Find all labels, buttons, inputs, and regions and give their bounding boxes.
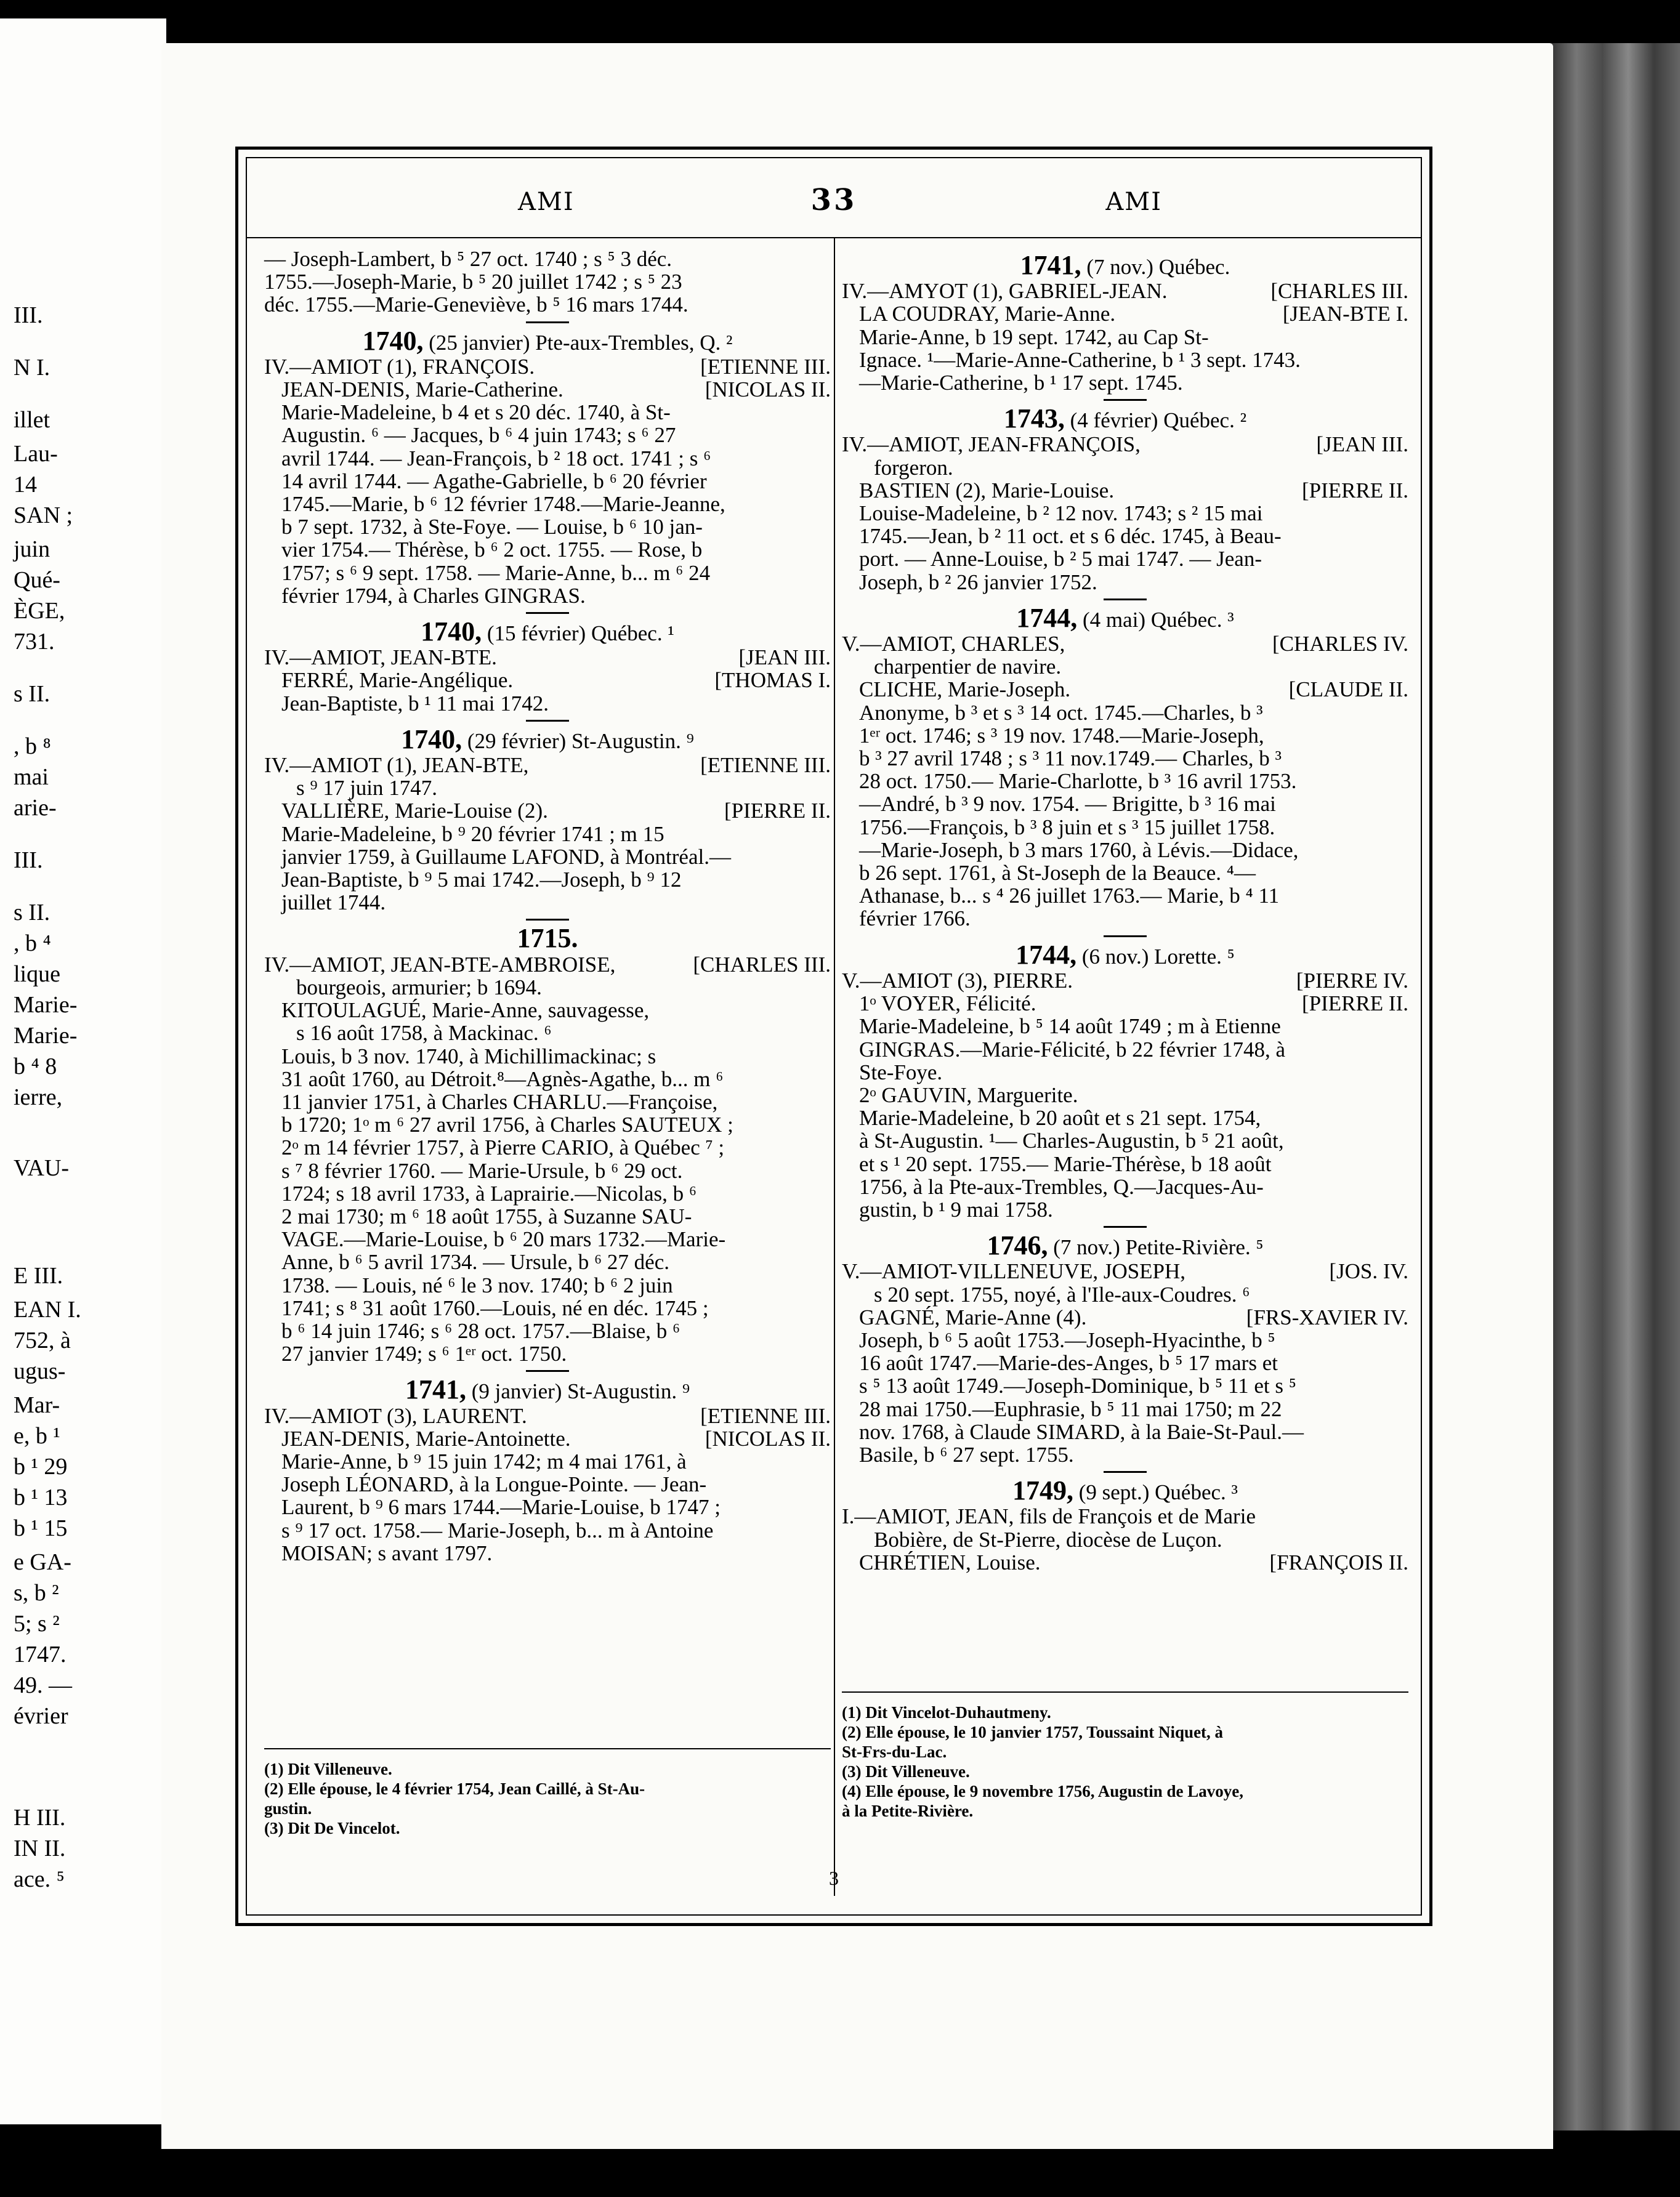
wife-name: JEAN-DENIS, Marie-Antoinette.	[281, 1426, 571, 1451]
text-line: 16 août 1747.—Marie-des-Anges, b ⁵ 17 mars et	[859, 1351, 1278, 1376]
entry-place: (25 janvier) Pte-aux-Trembles, Q. ²	[429, 330, 733, 355]
husband-name: V.—AMIOT (3), PIERRE.	[842, 968, 1073, 993]
entry-year: 1744,	[1016, 602, 1078, 633]
wife-detail: s 16 août 1758, à Mackinac. ⁶	[296, 1021, 552, 1046]
husband-line: I.—AMIOT, JEAN, fils de François et de Marie	[842, 1504, 1256, 1529]
wife-line	[264, 1427, 831, 1450]
entry-separator	[1104, 935, 1147, 937]
running-header	[247, 183, 1421, 220]
husband-name: IV.—AMIOT (1), JEAN-BTE,	[264, 753, 529, 778]
facing-page-text-fragment: ugus-	[14, 1358, 66, 1384]
text-line: 27 janvier 1749; s ⁶ 1ᵉʳ oct. 1750.	[281, 1342, 567, 1366]
facing-page-text-fragment: b ⁴ 8	[14, 1054, 57, 1079]
wife-name: CLICHE, Marie-Joseph.	[859, 677, 1071, 702]
facing-page-text-fragment: e, b ¹	[14, 1423, 60, 1449]
facing-page-fragment	[0, 18, 166, 2124]
husband-detail: forgeron.	[874, 455, 953, 480]
text-line: Augustin. ⁶ — Jacques, b ⁶ 4 juin 1743; s ⁶ 27	[281, 423, 676, 448]
text-line: Anonyme, b ³ et s ³ 14 oct. 1745.—Charles, b ³	[859, 700, 1263, 725]
entry-year: 1740,	[362, 325, 424, 356]
text-line: s ⁹ 17 oct. 1758.— Marie-Joseph, b... m à Antoine	[281, 1518, 714, 1542]
husband-father: [JEAN III.	[1316, 432, 1408, 457]
husband-father: [JEAN III.	[738, 645, 831, 670]
text-line: Ste-Foye.	[859, 1060, 943, 1084]
text-line: 1ᵉʳ oct. 1746; s ³ 19 nov. 1748.—Marie-Joseph,	[859, 723, 1264, 748]
text-line: 1756, à la Pte-aux-Trembles, Q.—Jacques-Au-	[859, 1174, 1264, 1199]
husband-detail: charpentier de navire.	[874, 655, 1062, 679]
text-line: b ⁶ 14 juin 1746; s ⁶ 28 oct. 1757.—Blaise, b ⁶	[281, 1318, 680, 1343]
facing-page-text-fragment: 49. —	[14, 1672, 72, 1698]
husband-line	[842, 280, 1408, 302]
wife-name: BASTIEN (2), Marie-Louise.	[859, 478, 1115, 502]
entry-separator	[1104, 1471, 1147, 1473]
wife-father: [CLAUDE II.	[1288, 677, 1408, 702]
facing-page-text-fragment: s, b ²	[14, 1580, 59, 1606]
wife-line	[264, 799, 831, 822]
entry-place: (9 sept.) Québec. ³	[1078, 1480, 1238, 1505]
text-line: 1756.—François, b ³ 8 juin et s ³ 15 juillet 1758.	[859, 815, 1275, 839]
facing-page-text-fragment: b ¹ 13	[14, 1485, 68, 1510]
wife-line	[842, 302, 1408, 325]
text-line: 2 mai 1730; m ⁶ 18 août 1755, à Suzanne SAU-	[281, 1204, 692, 1228]
entry-place: (6 nov.) Lorette. ⁵	[1081, 944, 1235, 969]
entry-place: (9 janvier) St-Augustin. ⁹	[471, 1379, 690, 1404]
facing-page-text-fragment: 752, à	[14, 1328, 71, 1353]
facing-page-text-fragment: lique	[14, 961, 60, 987]
facing-page-text-fragment: Mar-	[14, 1392, 60, 1418]
wife-name: LA COUDRAY, Marie-Anne.	[859, 302, 1116, 326]
husband-father: [CHARLES IV.	[1272, 632, 1408, 656]
entry-separator	[526, 321, 569, 323]
husband-father: [ETIENNE III.	[700, 354, 831, 379]
text-line: port. — Anne-Louise, b ² 5 mai 1747. — Jean-	[859, 547, 1262, 571]
husband-line	[842, 969, 1408, 992]
wife-line	[842, 678, 1408, 701]
footnote: (4) Elle épouse, le 9 novembre 1756, Augustin de Lavoye,	[842, 1782, 1244, 1800]
footnote-rule	[842, 1691, 1408, 1693]
entry-place: (7 nov.) Petite-Rivière. ⁵	[1053, 1235, 1264, 1260]
children-text	[842, 326, 1408, 395]
text-line: Jean-Baptiste, b ¹ 11 mai 1742.	[281, 691, 549, 716]
marriage-entry	[264, 325, 831, 608]
text-line: Louis, b 3 nov. 1740, à Michillimackinac; s	[281, 1044, 656, 1068]
husband-father: [PIERRE IV.	[1296, 968, 1408, 993]
facing-page-text-fragment: IN II.	[14, 1836, 66, 1861]
husband-father: [ETIENNE III.	[700, 753, 831, 778]
children-text	[842, 1015, 1408, 1084]
wife-father: [NICOLAS II.	[705, 377, 831, 402]
husband-name: V.—AMIOT-VILLENEUVE, JOSEPH,	[842, 1259, 1186, 1284]
page-frame	[235, 147, 1432, 1926]
wife-name: GAGNÉ, Marie-Anne (4).	[859, 1305, 1087, 1329]
header-left-word: AMI	[518, 188, 575, 216]
entry-year: 1741,	[1020, 250, 1081, 280]
wife-name: JEAN-DENIS, Marie-Catherine.	[281, 377, 563, 402]
husband-detail: s ⁹ 17 juin 1747.	[296, 776, 438, 800]
footnote: à la Petite-Rivière.	[842, 1802, 974, 1820]
text-line: s ⁷ 8 février 1760. — Marie-Ursule, b ⁶ 29 oct.	[281, 1158, 683, 1183]
text-line: 1738. — Louis, né ⁶ le 3 nov. 1740; b ⁶ 2 juin	[281, 1273, 673, 1297]
wife-line	[842, 1306, 1408, 1329]
entry-separator	[526, 1370, 569, 1372]
husband-detail: bourgeois, armurier; b 1694.	[296, 975, 542, 999]
facing-page-text-fragment: b ¹ 15	[14, 1515, 68, 1541]
facing-page-text-fragment: juin	[14, 536, 50, 562]
husband-name: IV.—AMYOT (1), GABRIEL-JEAN.	[842, 279, 1168, 304]
entry-place: (7 nov.) Québec.	[1086, 255, 1230, 279]
text-line: —Marie-Catherine, b ¹ 17 sept. 1745.	[859, 371, 1183, 395]
entry-separator	[526, 919, 569, 921]
marriage-entry	[264, 724, 831, 915]
entry-separator	[526, 720, 569, 722]
text-line: b ³ 27 avril 1748 ; s ³ 11 nov.1749.— Charles, b ³	[859, 746, 1282, 771]
left-column	[264, 248, 831, 1565]
facing-page-text-fragment: Marie-	[14, 1023, 78, 1049]
text-line: MOISAN; s avant 1797.	[281, 1541, 493, 1565]
wife-line	[842, 992, 1408, 1015]
wife-father: [PIERRE II.	[1301, 991, 1408, 1016]
entry-title	[842, 1475, 1408, 1506]
text-line: gustin, b ¹ 9 mai 1758.	[859, 1197, 1053, 1222]
text-line: 2ᵒ m 14 février 1757, à Pierre CARIO, à Québec ⁷ ;	[281, 1135, 725, 1160]
marriage-entry	[264, 616, 831, 716]
entry-title	[264, 1374, 831, 1405]
entry-place: (29 février) St-Augustin. ⁹	[467, 728, 694, 753]
book-edge	[1551, 43, 1680, 2130]
facing-page-text-fragment: III.	[14, 302, 43, 328]
facing-page-text-fragment: EAN I.	[14, 1297, 81, 1323]
footnote: gustin.	[264, 1799, 312, 1818]
text-line: nov. 1768, à Claude SIMARD, à la Baie-St-Paul.—	[859, 1419, 1304, 1444]
footnote: (1) Dit Villeneuve.	[264, 1760, 392, 1778]
facing-page-text-fragment: H III.	[14, 1805, 66, 1831]
text-line: 31 août 1760, au Détroit.⁸—Agnès-Agathe, b... m ⁶	[281, 1066, 724, 1091]
marriage-entry	[842, 939, 1408, 1222]
text-line: Marie-Madeleine, b ⁵ 14 août 1749 ; m à Etienne	[859, 1014, 1281, 1039]
text-line: février 1766.	[859, 906, 971, 931]
entry-title	[842, 1230, 1408, 1261]
husband-father: [CHARLES III.	[693, 952, 831, 977]
facing-page-text-fragment: SAN ;	[14, 502, 73, 528]
marriage-entry	[842, 1230, 1408, 1467]
wife-line	[842, 479, 1408, 502]
entry-title	[842, 250, 1408, 280]
facing-page-text-fragment: arie-	[14, 795, 57, 821]
text-line: Marie-Madeleine, b ⁹ 20 février 1741 ; m 15	[281, 821, 664, 846]
husband-line	[264, 754, 831, 776]
husband-line	[842, 632, 1408, 655]
facing-page-text-fragment: ace. ⁵	[14, 1866, 65, 1892]
text-line: Joseph, b ² 26 janvier 1752.	[859, 570, 1097, 594]
entry-title	[842, 939, 1408, 970]
wife-father: [PIERRE II.	[724, 799, 831, 823]
text-line: 1755.—Joseph-Marie, b ⁵ 20 juillet 1742 ; s ⁵ 23	[264, 270, 682, 294]
facing-page-text-fragment: III.	[14, 847, 43, 873]
entry-place: (4 février) Québec. ²	[1070, 408, 1247, 433]
facing-page-text-fragment: ierre,	[14, 1084, 63, 1110]
facing-page-text-fragment: mai	[14, 764, 49, 790]
husband-name: IV.—AMIOT, JEAN-BTE-AMBROISE,	[264, 952, 616, 977]
wife-name: CHRÉTIEN, Louise.	[859, 1550, 1041, 1574]
facing-page-text-fragment: illet	[14, 407, 50, 433]
husband-line	[842, 1260, 1408, 1283]
header-right-word: AMI	[1105, 188, 1162, 216]
text-line: VAGE.—Marie-Louise, b ⁶ 20 mars 1732.—Marie-	[281, 1227, 726, 1252]
text-line: —Marie-Joseph, b 3 mars 1760, à Lévis.—Didace,	[859, 837, 1299, 862]
text-line: 1741; s ⁸ 31 août 1760.—Louis, né en déc. 1745 ;	[281, 1296, 709, 1320]
text-line: Louise-Madeleine, b ² 12 nov. 1743; s ² 15 mai	[859, 501, 1263, 526]
text-line: 1724; s 18 avril 1733, à Laprairie.—Nicolas, b ⁶	[281, 1181, 697, 1206]
second-wife-line: 2ᵒ GAUVIN, Marguerite.	[859, 1082, 1078, 1107]
wife-line	[842, 1551, 1408, 1574]
text-line: à St-Augustin. ¹— Charles-Augustin, b ⁵ 21 août,	[859, 1129, 1284, 1153]
facing-page-text-fragment: 731.	[14, 629, 55, 655]
wife-name: 1ᵒ VOYER, Félicité.	[859, 991, 1036, 1016]
facing-page-text-fragment: , b ⁴	[14, 930, 51, 956]
facing-page-text-fragment: ÈGE,	[14, 598, 65, 624]
facing-page-text-fragment: évrier	[14, 1703, 68, 1729]
entry-year: 1744,	[1016, 939, 1077, 970]
wife-line	[264, 378, 831, 401]
facing-page-text-fragment: e GA-	[14, 1549, 71, 1575]
wife-name: VALLIÈRE, Marie-Louise (2).	[281, 799, 548, 823]
children-text	[842, 1107, 1408, 1221]
facing-page-text-fragment: 5; s ²	[14, 1611, 60, 1637]
entry-year: 1746,	[987, 1230, 1048, 1261]
text-line: Joseph LÉONARD, à la Longue-Pointe. — Jean-	[281, 1472, 707, 1497]
wife-father: [JEAN-BTE I.	[1282, 302, 1408, 326]
marriage-entry	[842, 250, 1408, 395]
husband-line	[264, 355, 831, 378]
text-line: et s ¹ 20 sept. 1755.— Marie-Thérèse, b 18 août	[859, 1151, 1272, 1176]
text-line: déc. 1755.—Marie-Geneviève, b ⁵ 16 mars 1744.	[264, 292, 689, 317]
text-line: 14 avril 1744. — Agathe-Gabrielle, b ⁶ 20 février	[281, 469, 707, 493]
wife-father: [PIERRE II.	[1301, 478, 1408, 502]
footnote: (2) Elle épouse, le 4 février 1754, Jean Caillé, à St-Au-	[264, 1780, 645, 1798]
text-line: Joseph, b ⁶ 5 août 1753.—Joseph-Hyacinthe, b ⁵	[859, 1328, 1275, 1352]
footnote: (1) Dit Vincelot-Duhautmeny.	[842, 1703, 1051, 1722]
facing-page-text-fragment: , b ⁸	[14, 733, 51, 759]
footnote: (3) Dit De Vincelot.	[264, 1819, 400, 1837]
text-line: Laurent, b ⁹ 6 mars 1744.—Marie-Louise, b 1747 ;	[281, 1495, 721, 1520]
text-line: 28 oct. 1750.— Marie-Charlotte, b ³ 16 avril 1753.	[859, 769, 1297, 794]
entry-year: 1740,	[421, 616, 482, 647]
text-line: 1745.—Jean, b ² 11 oct. et s 6 déc. 1745, à Beau-	[859, 524, 1282, 549]
text-line: avril 1744. — Jean-François, b ² 18 oct. 1741 ; s ⁶	[281, 446, 711, 470]
husband-name: IV.—AMIOT, JEAN-BTE.	[264, 645, 497, 670]
text-line: — Joseph-Lambert, b ⁵ 27 oct. 1740 ; s ⁵ 3 déc.	[264, 247, 672, 271]
text-line: vier 1754.— Thérèse, b ⁶ 2 oct. 1755. — Rose, b	[281, 538, 703, 562]
wife-father: [NICOLAS II.	[705, 1426, 831, 1451]
facing-page-text-fragment: E III.	[14, 1263, 63, 1289]
husband-name: IV.—AMIOT (3), LAURENT.	[264, 1403, 527, 1428]
facing-page-text-fragment: VAU-	[14, 1155, 70, 1181]
text-line: Basile, b ⁶ 27 sept. 1755.	[859, 1442, 1074, 1467]
facing-page-text-fragment: 14	[14, 472, 37, 498]
entry-title	[842, 602, 1408, 633]
entry-place: (4 mai) Québec. ³	[1083, 607, 1234, 632]
header-page-number: 33	[810, 183, 857, 217]
text-line: 1745.—Marie, b ⁶ 12 février 1748.—Marie-Jeanne,	[281, 492, 725, 517]
text-line: s ⁵ 13 août 1749.—Joseph-Dominique, b ⁵ 11 et s ⁵	[859, 1374, 1296, 1398]
marriage-entry	[264, 923, 831, 1366]
marriage-entry	[842, 602, 1408, 931]
husband-name: V.—AMIOT, CHARLES,	[842, 632, 1065, 656]
text-line: —André, b ³ 9 nov. 1754. — Brigitte, b ³ 16 mai	[859, 792, 1276, 816]
children-text	[264, 1045, 831, 1366]
marriage-entry	[842, 1475, 1408, 1574]
text-line: Ignace. ¹—Marie-Anne-Catherine, b ¹ 3 sept. 1743.	[859, 347, 1301, 372]
wife-father: [FRS-XAVIER IV.	[1246, 1305, 1408, 1329]
husband-detail: s 20 sept. 1755, noyé, à l'Ile-aux-Coudres. ⁶	[874, 1282, 1250, 1307]
entry-separator	[1104, 1226, 1147, 1228]
facing-page-text-fragment: s II.	[14, 900, 50, 925]
text-line: Marie-Anne, b 19 sept. 1742, au Cap St-	[859, 325, 1209, 349]
marriage-entry	[842, 403, 1408, 594]
text-line: Anne, b ⁶ 5 avril 1734. — Ursule, b ⁶ 27 déc.	[281, 1250, 669, 1275]
entry-place: (15 février) Québec. ¹	[487, 621, 674, 646]
entry-year: 1749,	[1012, 1475, 1073, 1506]
entry-title	[264, 724, 831, 754]
footnote: (3) Dit Villeneuve.	[842, 1762, 970, 1781]
text-line: 1757; s ⁶ 9 sept. 1758. — Marie-Anne, b... m ⁶ 24	[281, 560, 711, 585]
text-line: Athanase, b... s ⁴ 26 juillet 1763.— Marie, b ⁴ 11	[859, 884, 1280, 908]
column-divider	[834, 237, 835, 1896]
text-line: Marie-Madeleine, b 4 et s 20 déc. 1740, à St-	[281, 400, 671, 425]
entry-year: 1740,	[401, 724, 462, 754]
text-line: 11 janvier 1751, à Charles CHARLU.—Françoise,	[281, 1089, 718, 1114]
facing-page-text-fragment: b ¹ 29	[14, 1454, 68, 1480]
wife-line	[264, 669, 831, 691]
text-line: 28 mai 1750.—Euphrasie, b ⁵ 11 mai 1750; m 22	[859, 1397, 1282, 1421]
entry-separator	[526, 612, 569, 614]
text-line: b 1720; 1ᵒ m ⁶ 27 avril 1756, à Charles SAUTEUX ;	[281, 1113, 733, 1137]
husband-detail: Bobière, de St-Pierre, diocèse de Luçon.	[874, 1527, 1222, 1552]
signature-number: 3	[829, 1867, 839, 1889]
footnote: St-Frs-du-Lac.	[842, 1743, 947, 1761]
wife-father: [THOMAS I.	[714, 668, 831, 693]
right-column	[842, 248, 1408, 1574]
footnote: (2) Elle épouse, le 10 janvier 1757, Toussaint Niquet, à	[842, 1723, 1224, 1741]
text-line: GINGRAS.—Marie-Félicité, b 22 février 1748, à	[859, 1037, 1286, 1062]
children-text	[264, 401, 831, 607]
text-line: b 7 sept. 1732, à Ste-Foye. — Louise, b ⁶ 10 jan-	[281, 515, 703, 539]
wife-line: KITOULAGUÉ, Marie-Anne, sauvagesse,	[281, 998, 650, 1023]
entry-title	[842, 403, 1408, 434]
children-text	[264, 1450, 831, 1565]
entry-continued	[264, 248, 831, 316]
right-footnotes	[842, 1691, 1408, 1821]
wife-name: FERRÉ, Marie-Angélique.	[281, 668, 514, 693]
text-line: juillet 1744.	[281, 890, 386, 915]
text-line: janvier 1759, à Guillaume LAFOND, à Montréal.—	[281, 844, 731, 869]
entry-year: 1741,	[405, 1374, 466, 1405]
text-line: Jean-Baptiste, b ⁹ 5 mai 1742.—Joseph, b ⁹ 12	[281, 868, 682, 892]
left-footnotes	[264, 1748, 831, 1838]
husband-line	[842, 433, 1408, 456]
children-text	[842, 701, 1408, 930]
text-line: Marie-Madeleine, b 20 août et s 21 sept. 1754,	[859, 1106, 1261, 1131]
wife-father: [FRANÇOIS II.	[1269, 1550, 1408, 1574]
husband-line	[264, 1405, 831, 1427]
husband-father: [ETIENNE III.	[700, 1403, 831, 1428]
children-text	[264, 823, 831, 914]
text-line: Marie-Anne, b ⁹ 15 juin 1742; m 4 mai 1761, à	[281, 1449, 687, 1473]
entry-title	[264, 616, 831, 647]
entry-year: 1715.	[517, 923, 578, 954]
footnote-rule	[264, 1748, 831, 1749]
page-frame-inner	[246, 157, 1422, 1916]
facing-page-text-fragment: N I.	[14, 355, 50, 381]
facing-page-text-fragment: s II.	[14, 681, 50, 707]
husband-name: IV.—AMIOT, JEAN-FRANÇOIS,	[842, 432, 1141, 457]
facing-page-text-fragment: Lau-	[14, 441, 58, 467]
husband-line	[264, 646, 831, 669]
entry-title	[264, 325, 831, 356]
husband-father: [CHARLES III.	[1270, 279, 1408, 304]
entry-separator	[1104, 599, 1147, 600]
facing-page-text-fragment: Marie-	[14, 992, 78, 1018]
children-text	[842, 1329, 1408, 1466]
entry-separator	[1104, 399, 1147, 401]
entry-title	[264, 923, 831, 954]
children-text	[264, 692, 831, 715]
husband-line	[264, 953, 831, 976]
husband-father: [JOS. IV.	[1329, 1259, 1408, 1284]
text-line: b 26 sept. 1761, à St-Joseph de la Beauce. ⁴—	[859, 861, 1256, 885]
husband-name: IV.—AMIOT (1), FRANÇOIS.	[264, 354, 535, 379]
facing-page-text-fragment: Qué-	[14, 567, 60, 593]
children-text	[842, 502, 1408, 594]
marriage-entry	[264, 1374, 831, 1565]
text-line: février 1794, à Charles GINGRAS.	[281, 583, 586, 608]
entry-year: 1743,	[1003, 403, 1065, 434]
facing-page-text-fragment: 1747.	[14, 1642, 67, 1667]
